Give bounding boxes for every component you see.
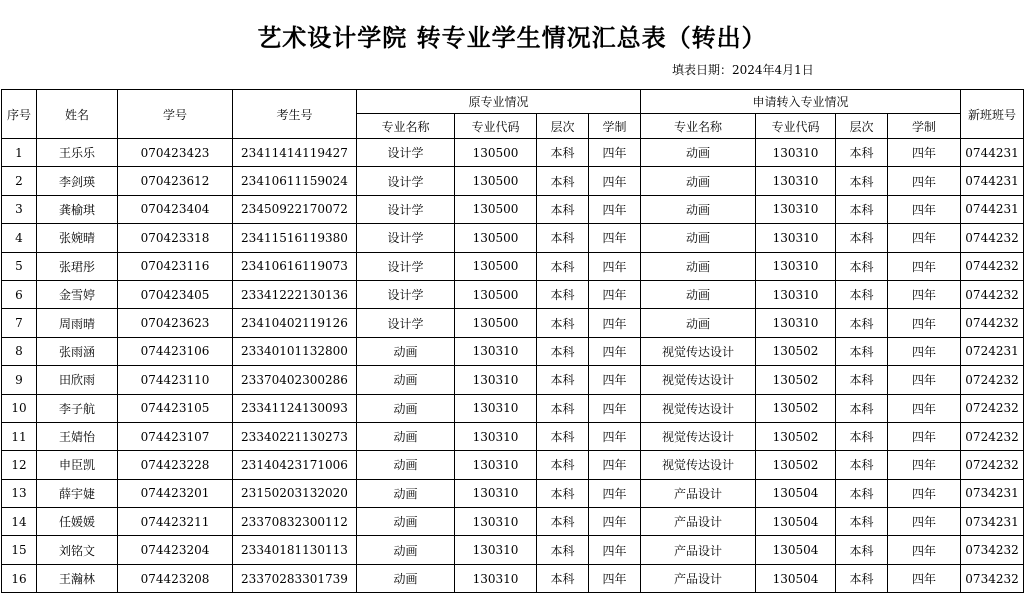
cell-student-id: 070423423 [118,139,233,167]
cell-orig-major-name: 设计学 [357,309,455,337]
table-body [2,139,1024,593]
table-row [2,139,1024,167]
cell-new-class: 0744232 [961,224,1024,252]
cell-new-level: 本科 [836,167,888,195]
cell-new-duration: 四年 [888,479,961,507]
cell-student-id: 074423107 [118,422,233,450]
cell-name: 周雨晴 [37,309,118,337]
cell-orig-duration: 四年 [589,280,641,308]
cell-orig-major-code: 130500 [455,139,537,167]
cell-new-class: 0734231 [961,479,1024,507]
header-student-id: 学号 [118,90,233,139]
cell-orig-major-code: 130500 [455,195,537,223]
cell-new-major-code: 130310 [756,139,836,167]
cell-exam-id: 23341222130136 [233,280,357,308]
cell-orig-duration: 四年 [589,224,641,252]
cell-name: 张雨涵 [37,337,118,365]
header-name: 姓名 [37,90,118,139]
cell-new-class: 0734232 [961,564,1024,592]
cell-orig-level: 本科 [537,479,589,507]
cell-new-class: 0724232 [961,394,1024,422]
cell-exam-id: 23140423171006 [233,451,357,479]
cell-new-level: 本科 [836,422,888,450]
table-row [2,195,1024,223]
cell-new-major-name: 动画 [641,167,756,195]
cell-seq: 12 [2,451,37,479]
table-row [2,508,1024,536]
cell-new-level: 本科 [836,508,888,536]
cell-student-id: 074423106 [118,337,233,365]
cell-new-major-code: 130504 [756,508,836,536]
cell-new-level: 本科 [836,366,888,394]
cell-orig-major-code: 130310 [455,564,537,592]
cell-orig-major-code: 130310 [455,536,537,564]
cell-orig-duration: 四年 [589,564,641,592]
cell-orig-major-name: 动画 [357,366,455,394]
cell-student-id: 074423228 [118,451,233,479]
cell-exam-id: 23370832300112 [233,508,357,536]
cell-orig-major-code: 130310 [455,337,537,365]
cell-new-duration: 四年 [888,536,961,564]
cell-orig-major-name: 动画 [357,564,455,592]
cell-student-id: 070423318 [118,224,233,252]
header-orig-duration: 学制 [589,114,641,139]
cell-orig-major-name: 设计学 [357,280,455,308]
cell-orig-level: 本科 [537,139,589,167]
cell-exam-id: 23450922170072 [233,195,357,223]
table-row [2,337,1024,365]
cell-new-duration: 四年 [888,224,961,252]
cell-name: 王婧怡 [37,422,118,450]
cell-orig-major-name: 动画 [357,337,455,365]
cell-new-duration: 四年 [888,167,961,195]
cell-new-level: 本科 [836,195,888,223]
cell-orig-level: 本科 [537,422,589,450]
cell-new-class: 0744232 [961,280,1024,308]
cell-new-duration: 四年 [888,508,961,536]
header-new-major-group: 申请转入专业情况 [641,90,961,114]
cell-student-id: 074423211 [118,508,233,536]
cell-orig-duration: 四年 [589,252,641,280]
header-orig-level: 层次 [537,114,589,139]
cell-new-major-code: 130504 [756,479,836,507]
cell-student-id: 074423110 [118,366,233,394]
cell-new-major-name: 产品设计 [641,508,756,536]
cell-name: 张珺彤 [37,252,118,280]
cell-new-class: 0744231 [961,195,1024,223]
cell-name: 张婉晴 [37,224,118,252]
cell-name: 龚榆琪 [37,195,118,223]
table-row [2,280,1024,308]
table-row [2,451,1024,479]
cell-orig-major-name: 动画 [357,422,455,450]
cell-seq: 1 [2,139,37,167]
cell-orig-major-name: 动画 [357,479,455,507]
cell-new-major-name: 产品设计 [641,536,756,564]
cell-new-major-name: 动画 [641,280,756,308]
cell-orig-major-name: 动画 [357,536,455,564]
cell-seq: 2 [2,167,37,195]
cell-new-major-name: 动画 [641,139,756,167]
cell-new-major-code: 130310 [756,167,836,195]
cell-student-id: 074423201 [118,479,233,507]
table-row [2,224,1024,252]
transfer-summary-table [1,89,1024,593]
cell-orig-major-name: 动画 [357,394,455,422]
cell-orig-duration: 四年 [589,139,641,167]
cell-orig-major-name: 动画 [357,508,455,536]
cell-name: 薛宇婕 [37,479,118,507]
cell-new-duration: 四年 [888,422,961,450]
cell-orig-level: 本科 [537,280,589,308]
cell-new-level: 本科 [836,139,888,167]
header-new-class: 新班班号 [961,90,1024,139]
table-row [2,422,1024,450]
cell-orig-major-code: 130310 [455,451,537,479]
cell-name: 任媛媛 [37,508,118,536]
cell-orig-major-code: 130500 [455,224,537,252]
cell-seq: 16 [2,564,37,592]
cell-name: 王瀚林 [37,564,118,592]
cell-orig-duration: 四年 [589,422,641,450]
cell-orig-major-code: 130310 [455,508,537,536]
cell-new-duration: 四年 [888,309,961,337]
header-orig-major-code: 专业代码 [455,114,537,139]
cell-orig-major-name: 设计学 [357,195,455,223]
cell-orig-duration: 四年 [589,195,641,223]
cell-new-major-name: 视觉传达设计 [641,366,756,394]
cell-new-major-name: 视觉传达设计 [641,422,756,450]
cell-orig-major-code: 130500 [455,309,537,337]
cell-new-major-name: 动画 [641,224,756,252]
table-row [2,309,1024,337]
cell-orig-duration: 四年 [589,309,641,337]
cell-orig-major-code: 130310 [455,479,537,507]
cell-name: 田欣雨 [37,366,118,394]
cell-student-id: 070423404 [118,195,233,223]
cell-new-major-name: 动画 [641,252,756,280]
cell-new-major-code: 130310 [756,309,836,337]
header-seq: 序号 [2,90,37,139]
cell-new-class: 0744231 [961,167,1024,195]
cell-exam-id: 23150203132020 [233,479,357,507]
cell-new-level: 本科 [836,394,888,422]
cell-new-major-code: 130504 [756,536,836,564]
cell-new-level: 本科 [836,224,888,252]
cell-exam-id: 23410402119126 [233,309,357,337]
cell-new-major-name: 视觉传达设计 [641,394,756,422]
cell-seq: 3 [2,195,37,223]
cell-new-class: 0724232 [961,451,1024,479]
cell-student-id: 070423623 [118,309,233,337]
cell-orig-level: 本科 [537,309,589,337]
cell-orig-major-name: 设计学 [357,167,455,195]
cell-new-major-code: 130502 [756,366,836,394]
cell-exam-id: 23340101132800 [233,337,357,365]
cell-new-major-name: 动画 [641,309,756,337]
cell-new-major-code: 130502 [756,451,836,479]
cell-orig-level: 本科 [537,366,589,394]
cell-new-major-name: 产品设计 [641,564,756,592]
cell-name: 金雪婷 [37,280,118,308]
header-new-major-code: 专业代码 [756,114,836,139]
cell-exam-id: 23410611159024 [233,167,357,195]
cell-new-major-code: 130504 [756,564,836,592]
header-new-major-name: 专业名称 [641,114,756,139]
cell-orig-major-name: 设计学 [357,139,455,167]
cell-orig-major-name: 设计学 [357,252,455,280]
cell-exam-id: 23340221130273 [233,422,357,450]
cell-orig-duration: 四年 [589,366,641,394]
cell-new-major-name: 视觉传达设计 [641,337,756,365]
cell-orig-major-code: 130310 [455,422,537,450]
cell-new-level: 本科 [836,252,888,280]
cell-exam-id: 23410616119073 [233,252,357,280]
cell-new-duration: 四年 [888,252,961,280]
cell-orig-level: 本科 [537,451,589,479]
cell-new-level: 本科 [836,564,888,592]
cell-seq: 11 [2,422,37,450]
cell-orig-level: 本科 [537,167,589,195]
cell-orig-major-code: 130310 [455,366,537,394]
fill-date: 填表日期：2024年4月1日 [672,63,814,77]
header-new-duration: 学制 [888,114,961,139]
table-row [2,536,1024,564]
cell-new-class: 0734232 [961,536,1024,564]
cell-new-major-name: 动画 [641,195,756,223]
header-orig-major-name: 专业名称 [357,114,455,139]
cell-new-duration: 四年 [888,366,961,394]
cell-orig-level: 本科 [537,536,589,564]
table-row [2,167,1024,195]
cell-orig-level: 本科 [537,252,589,280]
table-row [2,564,1024,592]
cell-new-major-code: 130310 [756,280,836,308]
cell-new-class: 0744232 [961,309,1024,337]
cell-exam-id: 23341124130093 [233,394,357,422]
cell-exam-id: 23411516119380 [233,224,357,252]
cell-new-major-code: 130502 [756,422,836,450]
cell-orig-major-name: 设计学 [357,224,455,252]
cell-new-duration: 四年 [888,451,961,479]
cell-orig-duration: 四年 [589,337,641,365]
table-row [2,366,1024,394]
cell-seq: 5 [2,252,37,280]
cell-new-duration: 四年 [888,394,961,422]
cell-name: 李子航 [37,394,118,422]
cell-seq: 6 [2,280,37,308]
cell-new-class: 0744232 [961,252,1024,280]
cell-seq: 7 [2,309,37,337]
cell-orig-duration: 四年 [589,167,641,195]
cell-orig-major-code: 130500 [455,167,537,195]
cell-name: 申臣凯 [37,451,118,479]
cell-new-major-code: 130310 [756,224,836,252]
cell-orig-major-code: 130500 [455,252,537,280]
cell-seq: 14 [2,508,37,536]
cell-orig-major-code: 130310 [455,394,537,422]
cell-new-class: 0734231 [961,508,1024,536]
header-new-level: 层次 [836,114,888,139]
cell-new-duration: 四年 [888,280,961,308]
cell-new-major-code: 130310 [756,252,836,280]
cell-new-level: 本科 [836,309,888,337]
cell-name: 王乐乐 [37,139,118,167]
table-row [2,479,1024,507]
cell-orig-level: 本科 [537,337,589,365]
cell-new-duration: 四年 [888,195,961,223]
cell-student-id: 074423208 [118,564,233,592]
cell-exam-id: 23411414119427 [233,139,357,167]
cell-new-level: 本科 [836,451,888,479]
cell-student-id: 070423405 [118,280,233,308]
table-row [2,252,1024,280]
cell-new-class: 0724232 [961,422,1024,450]
cell-orig-major-name: 动画 [357,451,455,479]
page-title: 艺术设计学院 转专业学生情况汇总表（转出） [257,23,767,52]
cell-new-level: 本科 [836,479,888,507]
cell-exam-id: 23370402300286 [233,366,357,394]
cell-orig-level: 本科 [537,195,589,223]
cell-new-major-code: 130310 [756,195,836,223]
cell-seq: 4 [2,224,37,252]
cell-orig-duration: 四年 [589,479,641,507]
table-row [2,394,1024,422]
cell-new-level: 本科 [836,536,888,564]
cell-exam-id: 23370283301739 [233,564,357,592]
cell-seq: 15 [2,536,37,564]
cell-name: 李剑瑛 [37,167,118,195]
cell-orig-duration: 四年 [589,536,641,564]
cell-name: 刘铭文 [37,536,118,564]
cell-new-duration: 四年 [888,337,961,365]
cell-orig-level: 本科 [537,564,589,592]
cell-new-duration: 四年 [888,139,961,167]
cell-new-major-code: 130502 [756,337,836,365]
cell-orig-duration: 四年 [589,394,641,422]
cell-orig-duration: 四年 [589,508,641,536]
cell-new-class: 0724232 [961,366,1024,394]
cell-new-duration: 四年 [888,564,961,592]
cell-student-id: 074423105 [118,394,233,422]
cell-orig-major-code: 130500 [455,280,537,308]
cell-new-major-name: 视觉传达设计 [641,451,756,479]
cell-orig-duration: 四年 [589,451,641,479]
header-exam-id: 考生号 [233,90,357,139]
cell-seq: 13 [2,479,37,507]
cell-orig-level: 本科 [537,394,589,422]
cell-exam-id: 23340181130113 [233,536,357,564]
cell-student-id: 070423116 [118,252,233,280]
cell-student-id: 070423612 [118,167,233,195]
cell-new-level: 本科 [836,337,888,365]
cell-seq: 8 [2,337,37,365]
cell-student-id: 074423204 [118,536,233,564]
cell-seq: 10 [2,394,37,422]
header-original-major-group: 原专业情况 [357,90,641,114]
cell-orig-level: 本科 [537,508,589,536]
cell-new-class: 0744231 [961,139,1024,167]
cell-new-level: 本科 [836,280,888,308]
cell-new-major-code: 130502 [756,394,836,422]
cell-new-class: 0724231 [961,337,1024,365]
cell-orig-level: 本科 [537,224,589,252]
cell-new-major-name: 产品设计 [641,479,756,507]
cell-seq: 9 [2,366,37,394]
